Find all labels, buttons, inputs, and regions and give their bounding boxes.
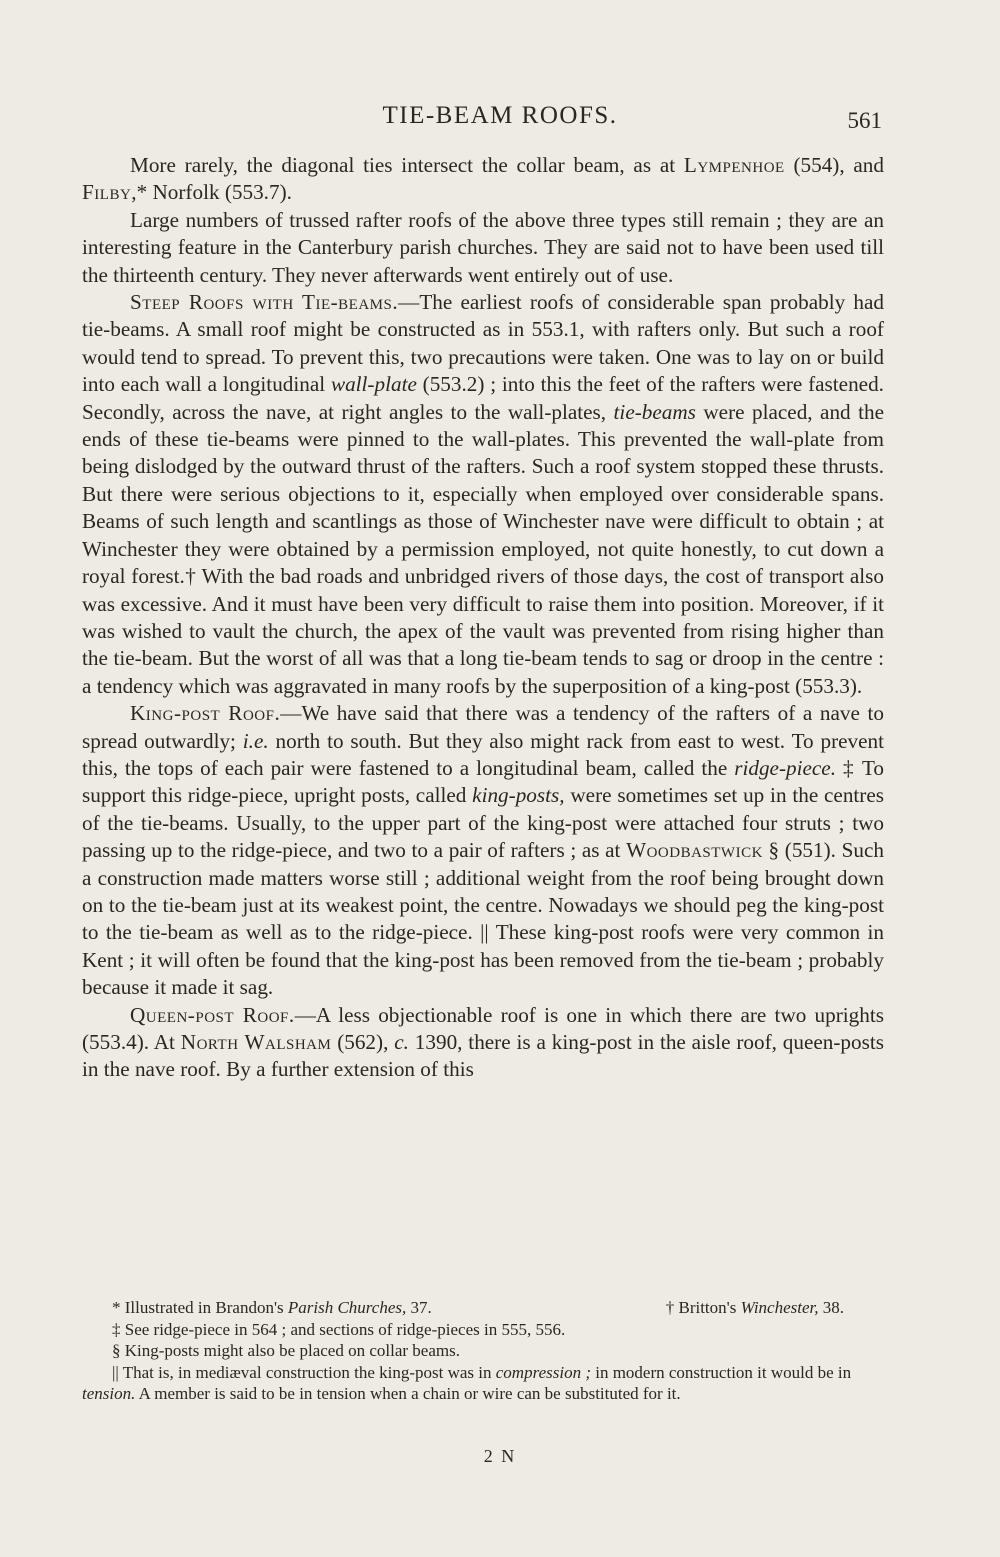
place-name-filby: Filby — [82, 180, 132, 205]
text-span: north to south. But they also might rack from east to west. To prevent this, the tops of each pair were fastened to a longitudinal beam, called the — [82, 728, 885, 780]
place-name-north-walsham: North Walsham — [180, 1030, 332, 1054]
section-heading-queen-post: Queen-post Roof. — [130, 1002, 295, 1027]
term-tension: tension. — [82, 1384, 136, 1403]
text-span: † Britton's — [665, 1298, 741, 1317]
footnotes — [82, 1297, 884, 1405]
running-title: TIE-BEAM ROOFS. — [382, 102, 618, 129]
term-circa: c. — [394, 1030, 409, 1054]
text-span: * Illustrated in Brandon's — [112, 1298, 288, 1317]
footnote-double-dagger: ‡ See ridge-piece in 564 ; and sections of ridge-pieces in 555, 556. — [112, 1319, 566, 1339]
section-heading-king-post: King-post Roof. — [130, 701, 281, 726]
paragraph-2: Large numbers of trussed rafter roofs of the above three types still remain ; they are an interesting feature in the Canterbury parish churches. They are said not to have been used till the thirteenth century. They never afterwards went entirely out of use. — [82, 207, 884, 287]
text-span: (553.2) ; into this the feet of the rafters were fastened. Secondly, across the nave, at right angles to the wall-plates, — [82, 372, 884, 424]
text-span: || That is, in mediæval construction the king-post was in — [112, 1362, 496, 1382]
text-span: (562), — [331, 1030, 395, 1054]
footnote-section: § King-posts might also be placed on collar beams. — [112, 1341, 460, 1360]
text-span: 37. — [406, 1298, 432, 1317]
text-span: —We have said that there was a tendency of the rafters of a nave to spread outwardly; — [82, 701, 884, 753]
body-text — [82, 152, 884, 1084]
term-wall-plate: wall-plate — [330, 372, 417, 397]
text-span: ‡ To support this ridge-piece, upright posts, called — [82, 755, 884, 808]
term-ridge-piece: ridge-piece. — [734, 755, 837, 780]
title-winchester: Winchester, — [740, 1298, 819, 1317]
text-span: were placed, and the ends of these tie-beams were pinned to the wall-plates. This prevented the wall-plate from being dislodged by the outward thrust of the rafters. Such a roof system stopped these thrusts. But there were serious objections to it, especially when employed over considerable spans. Beams of such length and scantlings as those of Winchester nave were difficult to obtain ; at Winchester they were obtained by a permission employed, not quite honestly, to cut down a royal forest.† With the bad roads and unbridged rivers of those days, the cost of transport also was excessive. And it must have been very difficult to raise them into position. Moreover, if it was wished to vault the church, the apex of the vault was prevented from rising higher than the tie-beam. But the worst of all was that a long tie-beam tends to sag or droop in the centre : a tendency which was aggravated in many roofs by the superposition of a king-post (553.3). — [82, 399, 884, 698]
text-span: § (551). Such a construction made matters worse still ; additional weight from the roof being brought down on to the tie-beam just at its weakest point, the centre. Nowadays we should peg the king-post to the tie-beam as well as to the ridge-piece. || These king-post roofs were very common in Kent ; it will often be found that the king-post has been removed from the tie-beam ; probably because it made it sag. — [82, 838, 884, 1000]
footnote-parallel — [82, 1362, 884, 1405]
section-heading-steep-roofs: Steep Roofs with Tie-beams. — [130, 290, 399, 315]
text-span: (554), and — [784, 153, 884, 177]
text-span: —The earliest roofs of considerable span probably had tie-beams. A small roof might be constructed as in 553.1, with rafters only. But such a roof would tend to spread. To prevent this, two precautions were taken. One was to lay on or build into each wall a longitudinal — [82, 290, 884, 397]
footnote-dagger — [636, 1297, 844, 1319]
text-span: 1390, there is a king-post in the aisle roof, queen-posts in the nave roof. By a further extension of this — [82, 1030, 884, 1082]
text-span: in modern construction it would be in — [590, 1362, 852, 1382]
page-number: 561 — [847, 108, 882, 133]
signature-mark: 2 N — [483, 1446, 517, 1466]
text-span: A member is said to be in tension when a chain or wire can be substituted for it. — [135, 1384, 681, 1403]
paragraph-5 — [82, 1002, 884, 1084]
page-header — [0, 98, 1000, 138]
text-span: 38. — [818, 1298, 844, 1317]
text-span: ,* Norfolk (553.7). — [131, 180, 292, 205]
place-name-woodbastwick: Woodbastwick — [626, 838, 763, 863]
term-tie-beams: tie-beams — [613, 399, 696, 424]
text-span: More rarely, the diagonal ties intersect the collar beam, as at — [130, 153, 684, 177]
text-span: were sometimes set up in the centres of the tie-beams. Usually, to the upper part of the king-post were attached four struts ; two passing up to the ridge-piece, and two to a pair of rafters ; as at — [82, 783, 885, 863]
paragraph-1 — [82, 152, 884, 207]
term-compression: compression ; — [495, 1362, 591, 1382]
title-parish-churches: Parish Churches, — [287, 1298, 407, 1317]
term-ie: i.e. — [242, 728, 269, 753]
footnote-asterisk — [82, 1297, 432, 1319]
place-name-lympenhoe: Lympenhoe — [683, 153, 785, 177]
term-king-posts: king-posts, — [472, 783, 565, 808]
paragraph-3 — [82, 289, 884, 700]
text-span: —A less objectionable roof is one in which there are two uprights (553.4). At — [82, 1002, 885, 1054]
paragraph-4 — [82, 700, 884, 1001]
footnote-row-1 — [82, 1297, 884, 1319]
